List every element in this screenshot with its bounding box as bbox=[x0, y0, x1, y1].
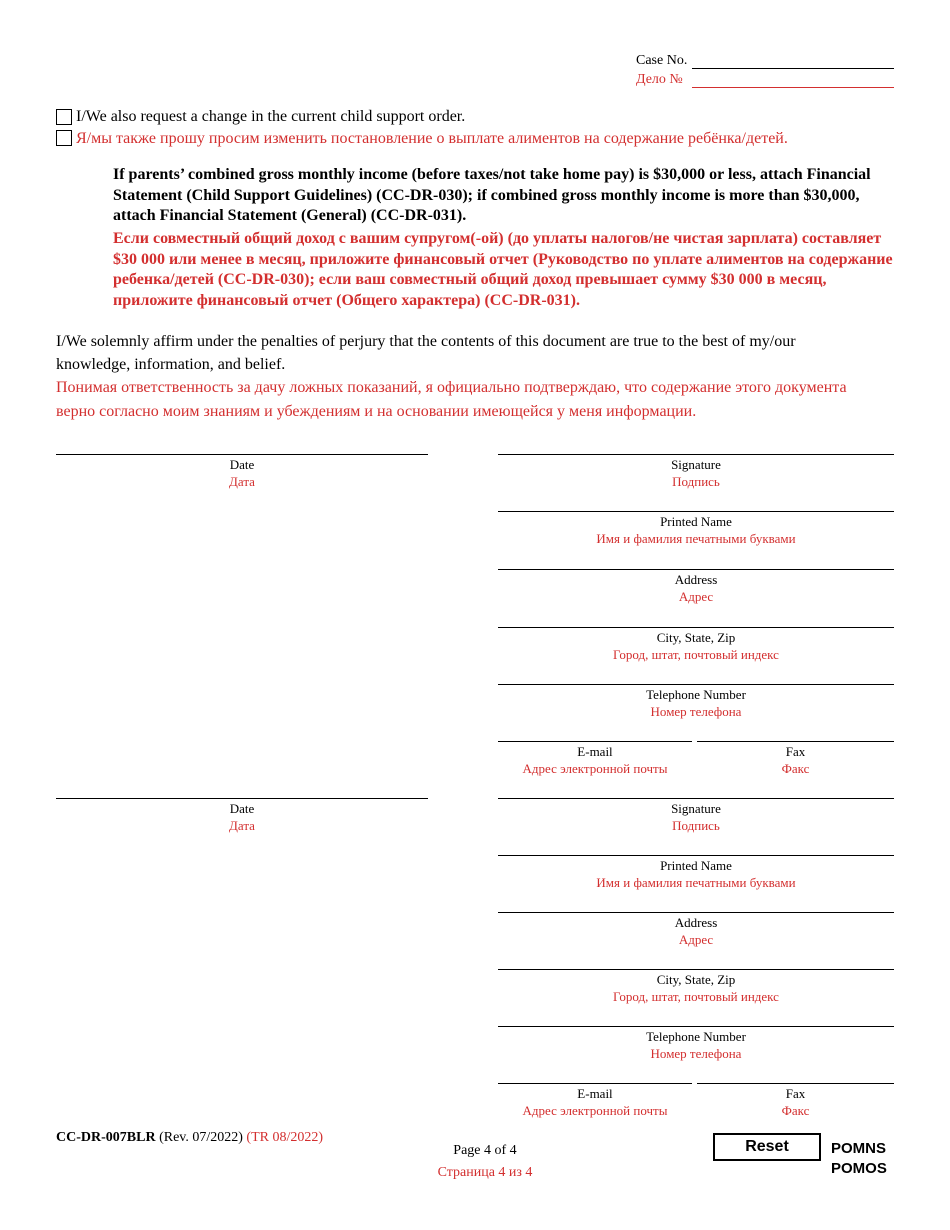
signature-field-1[interactable] bbox=[498, 454, 894, 490]
telephone-field-2[interactable] bbox=[498, 1026, 894, 1062]
case-number-field-ru[interactable] bbox=[692, 73, 894, 88]
fax-label-ru: Факс bbox=[781, 761, 810, 776]
printed-name-field-2[interactable] bbox=[498, 855, 894, 891]
address-label: Address bbox=[674, 572, 718, 587]
fax-label-ru: Факс bbox=[781, 1103, 810, 1118]
printed-name-label: Printed Name bbox=[660, 514, 732, 529]
address-field-2[interactable] bbox=[498, 912, 894, 948]
page-number-ru: Страница 4 из 4 bbox=[437, 1165, 533, 1180]
address-label-ru: Адрес bbox=[678, 589, 714, 604]
form-code: CC-DR-007BLR bbox=[56, 1130, 156, 1145]
address-label: Address bbox=[674, 915, 718, 930]
fax-label: Fax bbox=[785, 1086, 806, 1101]
translation-revision: (TR 08/2022) bbox=[246, 1130, 324, 1145]
request-change-label-ru: Я/мы также прошу просим изменить постановление о выплате алиментов на содержание ребёнка/детей. bbox=[76, 130, 788, 147]
telephone-field-1[interactable] bbox=[498, 684, 894, 720]
date-label: Date bbox=[229, 457, 255, 472]
city-state-zip-field-1[interactable] bbox=[498, 627, 894, 663]
telephone-label: Telephone Number bbox=[646, 1029, 746, 1044]
date-label: Date bbox=[229, 801, 255, 816]
email-field-1[interactable] bbox=[498, 741, 692, 777]
date-label-ru: Дата bbox=[229, 818, 255, 833]
form-code-line bbox=[56, 1130, 323, 1146]
case-number-row-ru bbox=[636, 72, 683, 88]
fax-field-2[interactable] bbox=[697, 1083, 894, 1119]
fax-field-1[interactable] bbox=[697, 741, 894, 777]
reset-button[interactable]: Reset bbox=[713, 1133, 821, 1161]
printed-name-label-ru: Имя и фамилия печатными буквами bbox=[596, 875, 796, 890]
case-number-field[interactable] bbox=[692, 54, 894, 69]
date-label-ru: Дата bbox=[229, 474, 255, 489]
telephone-label-ru: Номер телефона bbox=[650, 1046, 742, 1061]
telephone-label: Telephone Number bbox=[646, 687, 746, 702]
printed-name-label: Printed Name bbox=[660, 858, 732, 873]
signature-label: Signature bbox=[671, 457, 721, 472]
affirmation-text: I/We solemnly affirm under the penalties of perjury that the contents of this document are true to the best of my/our knowledge, information, and belief. bbox=[56, 333, 796, 373]
request-change-checkbox-ru[interactable] bbox=[56, 130, 72, 146]
fax-label: Fax bbox=[785, 744, 806, 759]
email-field-2[interactable] bbox=[498, 1083, 692, 1119]
date-field-2[interactable] bbox=[56, 798, 428, 834]
city-state-zip-field-2[interactable] bbox=[498, 969, 894, 1005]
case-number-row bbox=[636, 53, 687, 69]
case-label: Case No. bbox=[636, 53, 688, 68]
telephone-label-ru: Номер телефона bbox=[650, 704, 742, 719]
signature-label-ru: Подпись bbox=[672, 818, 720, 833]
signature-field-2[interactable] bbox=[498, 798, 894, 834]
email-label-ru: Адрес электронной почты bbox=[522, 761, 668, 776]
pomns-code: POMNS bbox=[831, 1140, 887, 1157]
email-label-ru: Адрес электронной почты bbox=[522, 1103, 668, 1118]
request-change-checkbox[interactable] bbox=[56, 109, 72, 125]
language-codes bbox=[831, 1139, 887, 1179]
date-field-1[interactable] bbox=[56, 454, 428, 490]
email-label: E-mail bbox=[577, 744, 613, 759]
signature-label-ru: Подпись bbox=[672, 474, 720, 489]
pomos-code: POMOS bbox=[831, 1160, 887, 1177]
address-label-ru: Адрес bbox=[678, 932, 714, 947]
email-label: E-mail bbox=[577, 1086, 613, 1101]
printed-name-field-1[interactable] bbox=[498, 511, 894, 547]
request-change-label: I/We also request a change in the current child support order. bbox=[76, 108, 466, 125]
page-number-en: Page 4 of 4 bbox=[453, 1143, 517, 1158]
address-field-1[interactable] bbox=[498, 569, 894, 605]
income-notice-ru: Если совместный общий доход с вашим супругом(-ой) (до уплаты налогов/не чистая зарплата) составляет $30 000 или менее в месяц, приложите финансовый отчет (Руководство по уплате алиментов на содержание ребенка/детей (CC-DR-030); если ваш совместный общий доход превышает сумму $30 000 в месяц, приложите финансовый отчет (Общего характера) (CC-DR-031). bbox=[113, 230, 893, 309]
affirmation-text-ru: Понимая ответственность за дачу ложных показаний, я официально подтверждаю, что содержание этого документа верно согласно моим знаниям и убеждениям и на основании имеющейся у меня информации. bbox=[56, 379, 847, 420]
city-state-zip-label: City, State, Zip bbox=[656, 630, 736, 645]
income-notice: If parents’ combined gross monthly income (before taxes/not take home pay) is $30,000 or less, attach Financial Statement (Child Support Guidelines) (CC-DR-030); if combined gross monthly income is more than $30,000, attach Financial Statement (General) (CC-DR-031). bbox=[113, 166, 871, 224]
signature-label: Signature bbox=[671, 801, 721, 816]
case-label-ru: Дело № bbox=[636, 72, 683, 87]
form-revision: (Rev. 07/2022) bbox=[159, 1130, 243, 1145]
page-number bbox=[420, 1140, 550, 1184]
city-state-zip-label: City, State, Zip bbox=[656, 972, 736, 987]
printed-name-label-ru: Имя и фамилия печатными буквами bbox=[596, 531, 796, 546]
city-state-zip-label-ru: Город, штат, почтовый индекс bbox=[613, 989, 779, 1004]
city-state-zip-label-ru: Город, штат, почтовый индекс bbox=[613, 647, 779, 662]
